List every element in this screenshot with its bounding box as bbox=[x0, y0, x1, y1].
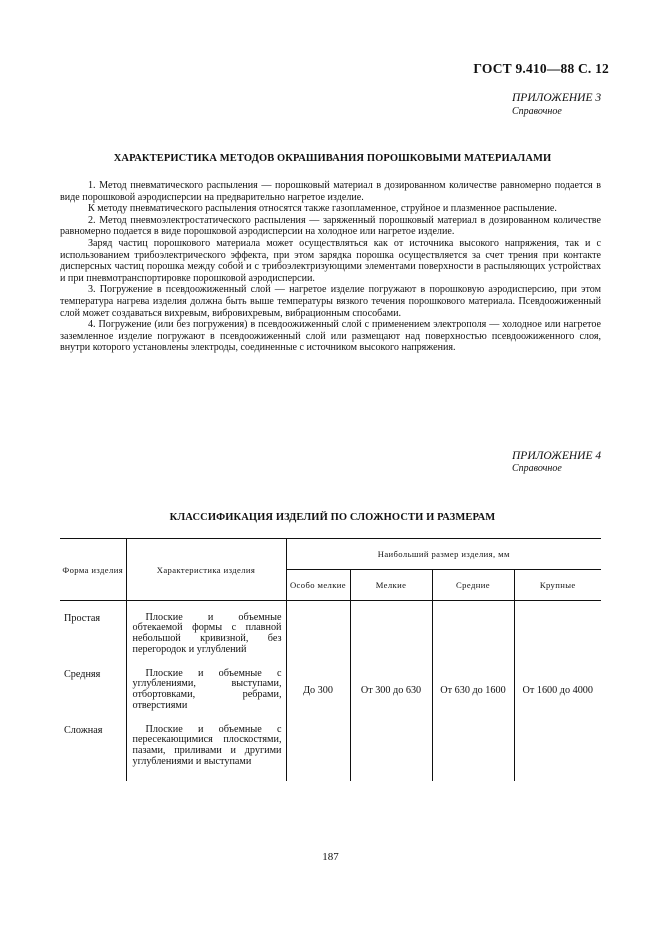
header-form: Форма изделия bbox=[60, 539, 126, 601]
section-title-classification: КЛАССИФИКАЦИЯ ИЗДЕЛИЙ ПО СЛОЖНОСТИ И РАЗМЕРАМ bbox=[169, 512, 496, 523]
form-simple: Простая bbox=[64, 612, 101, 624]
classification-table bbox=[60, 538, 601, 781]
appendix-4-subtitle: Справочное bbox=[512, 463, 562, 474]
section-title-methods: ХАРАКТЕРИСТИКА МЕТОДОВ ОКРАШИВАНИЯ ПОРОШКОВЫМИ МАТЕРИАЛАМИ bbox=[113, 153, 552, 164]
appendix-3-title: ПРИЛОЖЕНИЕ 3 bbox=[512, 92, 602, 104]
table-spacer bbox=[126, 601, 286, 613]
paragraph: 3. Погружение в псевдоожиженный слой — нагретое изделие погружают в порошковую аэродисперсию, при этом температура нагрева изделия должна быть выше температуры вязкого течения порошкового материала. Псевдоожиженный слой может создаваться вихревым, вибровихревым, вибрационным способами. bbox=[60, 284, 601, 319]
size-value-extra-small: До 300 bbox=[286, 601, 350, 781]
desc-medium: Плоские и объемные с углублениями, выступами, отбортовками, ребрами, отверстиями bbox=[132, 667, 282, 711]
form-complex: Сложная bbox=[64, 724, 103, 736]
paragraph: К методу пневматического распыления относятся также газопламенное, струйное и плазменное распыление. bbox=[88, 203, 557, 215]
methods-body-text bbox=[60, 180, 601, 354]
desc-simple: Плоские и объемные обтекаемой формы с плавной небольшой кривизной, без перегородок и углублений bbox=[132, 611, 282, 655]
paragraph: 1. Метод пневматического распыления — порошковый материал в дозированном количестве равномерно подается в виде порошковой аэродисперсии на предварительно нагретое изделие. bbox=[60, 180, 601, 203]
desc-cell bbox=[126, 613, 286, 669]
size-value-small: От 300 до 630 bbox=[350, 601, 432, 781]
size-value-large: От 1600 до 4000 bbox=[522, 685, 593, 697]
appendix-4-title: ПРИЛОЖЕНИЕ 4 bbox=[512, 450, 602, 462]
header-size-medium: Средние bbox=[432, 570, 514, 601]
paragraph: Заряд частиц порошкового материала может осуществляться как от источника высокого напряжения, так и с использованием трибоэлектрического эффекта, при этом зарядка порошка осуществляется за счет трения при контакте дисперсных частиц порошка между собой и с трибоэлектризующими элементами поверхности в распыляющих устройствах и при пневмотранспортировке порошковой аэродисперсии. bbox=[60, 237, 601, 284]
page-number: 187 bbox=[322, 851, 339, 863]
table-spacer bbox=[60, 601, 126, 613]
desc-complex: Плоские и объемные с пересекающимися плоскостями, пазами, приливами и другими углублениями и выступами bbox=[132, 723, 282, 767]
header-characteristic: Характеристика изделия bbox=[126, 539, 286, 601]
document-header: ГОСТ 9.410—88 С. 12 bbox=[473, 61, 609, 76]
header-size-extra-small: Особо мелкие bbox=[286, 570, 350, 601]
form-medium: Средняя bbox=[64, 668, 101, 680]
header-max-size: Наибольший размер изделия, мм bbox=[286, 539, 601, 570]
classification-table-wrapper bbox=[60, 538, 601, 781]
header-size-small: Мелкие bbox=[350, 570, 432, 601]
paragraph: 4. Погружение (или без погружения) в псевдоожиженный слой с применением электрополя — холодное или нагретое заземленное изделие погружают в псевдоожиженный слой или размещают над поверхностью псевдоожиженного слоя, внутри которого установлены электроды, соединенные с источником высокого напряжения. bbox=[60, 319, 601, 354]
desc-cell bbox=[126, 669, 286, 725]
appendix-3-subtitle: Справочное bbox=[512, 106, 562, 117]
paragraph: 2. Метод пневмоэлектростатического распыления — заряженный порошковый материал в дозированном количестве равномерно подается в виде порошковой аэродисперсии на холодное или нагретое изделие. bbox=[60, 214, 601, 238]
size-value-medium: От 630 до 1600 bbox=[432, 601, 514, 781]
header-size-large: Крупные bbox=[514, 570, 601, 601]
desc-cell bbox=[126, 725, 286, 781]
